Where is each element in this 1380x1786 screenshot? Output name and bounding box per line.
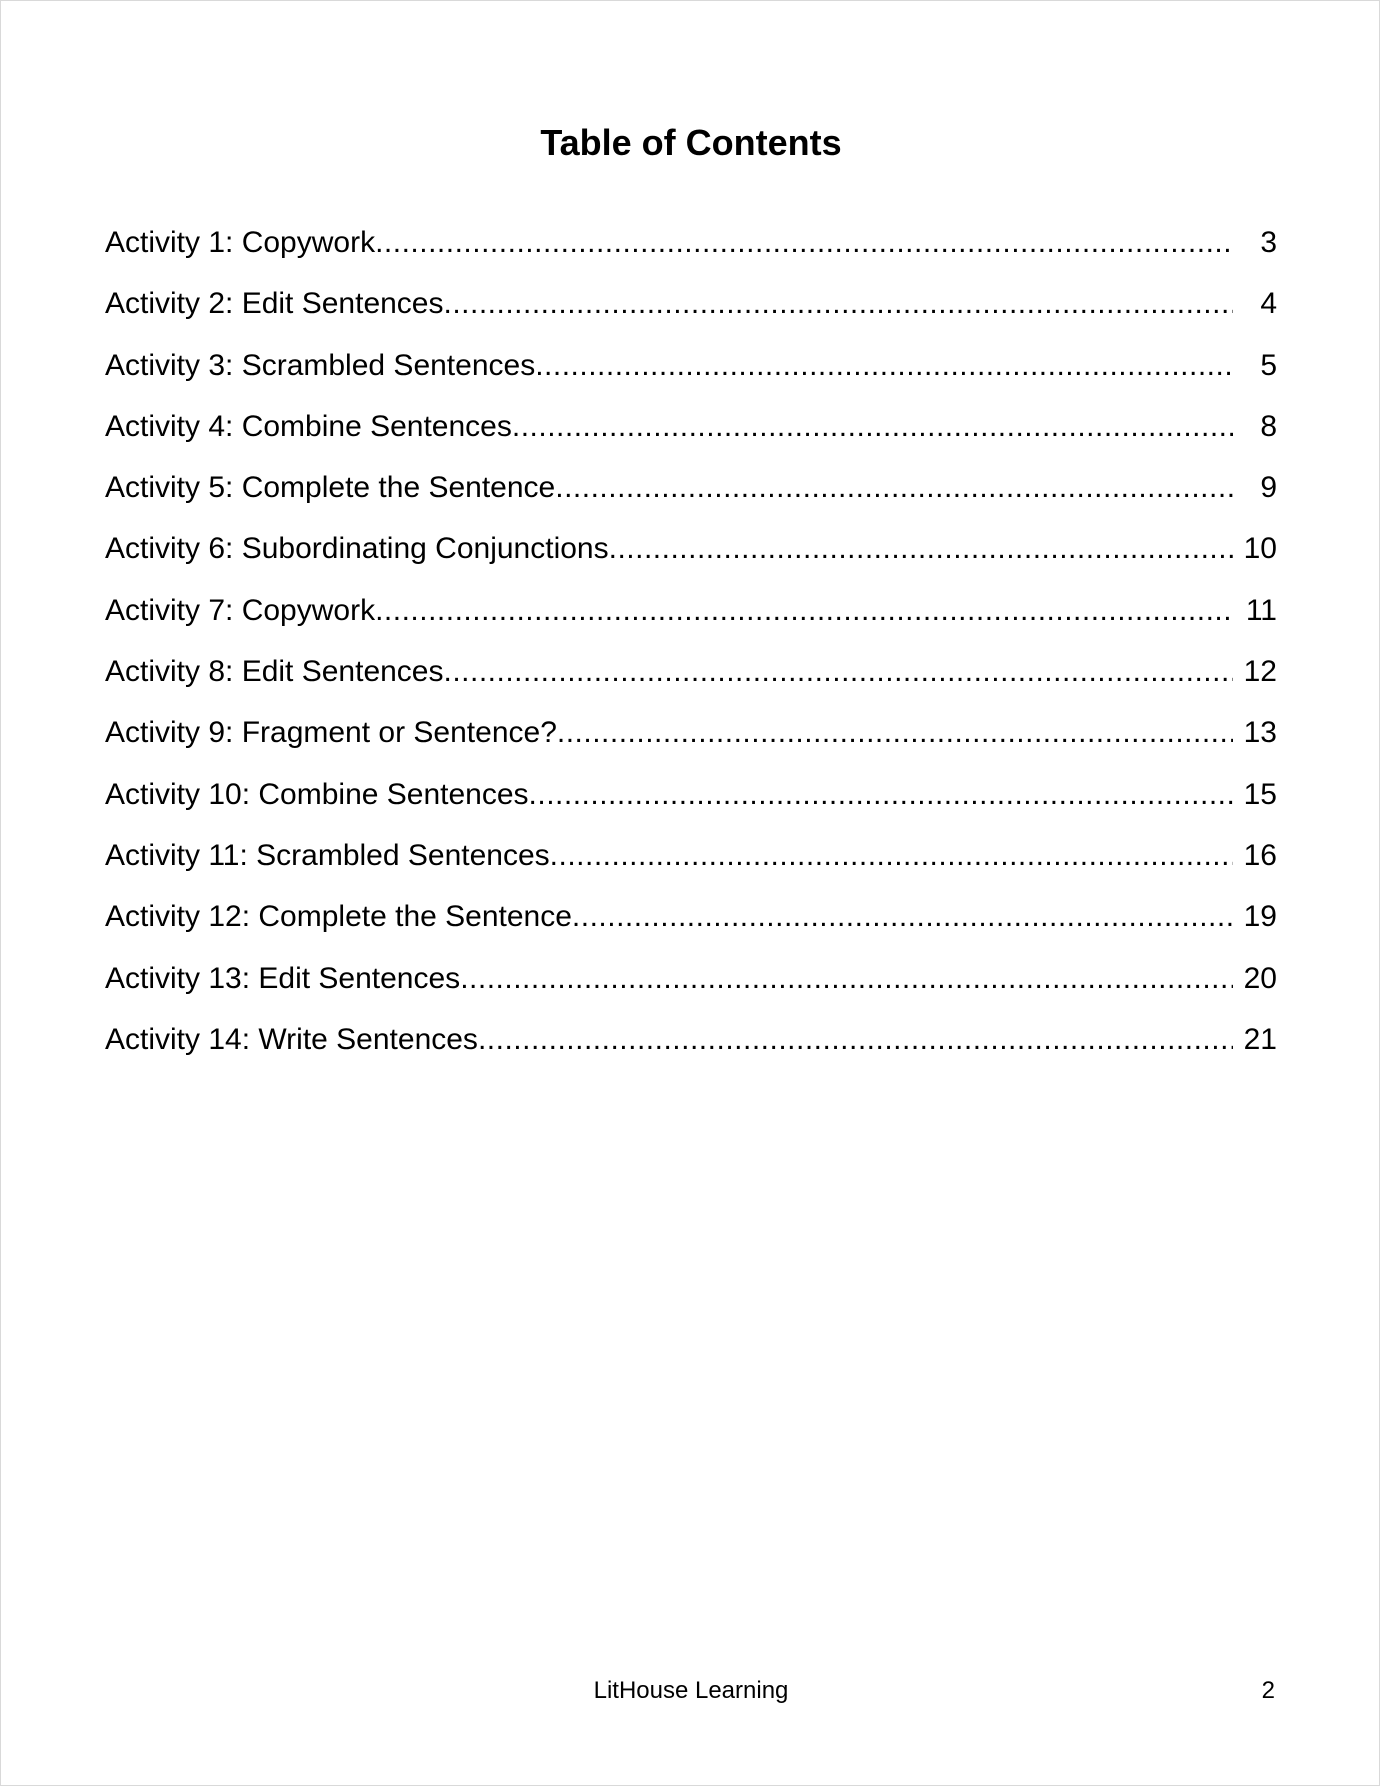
toc-entry-label: Activity 5: Complete the Sentence <box>105 471 556 505</box>
toc-entry[interactable] <box>105 524 1277 585</box>
toc-dot-leader <box>444 279 1234 329</box>
toc-entry[interactable] <box>105 341 1277 402</box>
toc-entry[interactable] <box>105 463 1277 524</box>
toc-entry-page: 15 <box>1243 777 1277 811</box>
toc-entry[interactable] <box>105 708 1277 769</box>
toc-entry-label: Activity 13: Edit Sentences <box>105 961 461 995</box>
toc-dot-leader <box>460 954 1233 1004</box>
toc-entry-page: 3 <box>1260 226 1277 259</box>
toc-dot-leader <box>529 770 1233 820</box>
toc-entry-label: Activity 14: Write Sentences <box>105 1022 478 1056</box>
toc-entry[interactable] <box>105 831 1277 892</box>
toc-entry-label: Activity 2: Edit Sentences <box>105 287 444 321</box>
toc-entry-label: Activity 6: Subordinating Conjunctions <box>105 532 609 566</box>
toc-dot-leader <box>550 831 1233 881</box>
toc-dot-leader <box>535 341 1233 391</box>
toc-entry-label: Activity 3: Scrambled Sentences <box>105 348 536 382</box>
table-of-contents <box>105 218 1277 1076</box>
toc-entry[interactable] <box>105 218 1277 279</box>
toc-entry[interactable] <box>105 954 1277 1015</box>
toc-entry-page: 8 <box>1260 409 1277 443</box>
toc-entry-label: Activity 7: Copywork <box>105 593 376 627</box>
toc-dot-leader <box>555 463 1233 513</box>
toc-dot-leader <box>444 647 1234 697</box>
toc-entry[interactable] <box>105 892 1277 953</box>
toc-dot-leader <box>609 524 1233 574</box>
toc-entry-label: Activity 9: Fragment or Sentence? <box>105 716 557 750</box>
toc-entry[interactable] <box>105 402 1277 463</box>
toc-entry-page: 20 <box>1243 961 1277 995</box>
toc-entry-label: Activity 4: Combine Sentences <box>105 409 512 443</box>
toc-entry-label: Activity 11: Scrambled Sentences <box>105 838 550 872</box>
toc-dot-leader <box>557 708 1233 758</box>
toc-entry-label: Activity 12: Complete the Sentence <box>105 900 572 934</box>
toc-entry-label: Activity 10: Combine Sentences <box>105 777 529 811</box>
toc-entry[interactable] <box>105 647 1277 708</box>
toc-entry-page: 16 <box>1243 838 1277 872</box>
toc-entry-page: 12 <box>1243 655 1277 689</box>
toc-entry-page: 13 <box>1243 716 1277 750</box>
toc-entry-page: 21 <box>1243 1022 1277 1056</box>
toc-entry-page: 10 <box>1243 532 1277 566</box>
toc-entry[interactable] <box>105 586 1277 647</box>
toc-entry-page: 9 <box>1260 471 1277 505</box>
toc-dot-leader <box>478 1015 1233 1065</box>
toc-entry-page: 4 <box>1260 287 1277 321</box>
toc-entry-page: 11 <box>1245 593 1277 627</box>
page-title: Table of Contents <box>540 122 842 163</box>
toc-entry-page: 19 <box>1243 900 1277 934</box>
footer-page-number: 2 <box>1261 1677 1275 1704</box>
toc-entry[interactable] <box>105 279 1277 340</box>
toc-entry[interactable] <box>105 770 1277 831</box>
toc-dot-leader <box>375 586 1233 636</box>
toc-dot-leader <box>572 892 1233 942</box>
toc-entry-label: Activity 8: Edit Sentences <box>105 655 444 689</box>
toc-dot-leader <box>512 402 1233 452</box>
footer-publisher: LitHouse Learning <box>593 1677 789 1704</box>
toc-entry-label: Activity 1: Copywork <box>105 226 376 259</box>
toc-entry-page: 5 <box>1260 348 1277 382</box>
toc-dot-leader <box>375 218 1233 268</box>
toc-entry[interactable] <box>105 1015 1277 1076</box>
